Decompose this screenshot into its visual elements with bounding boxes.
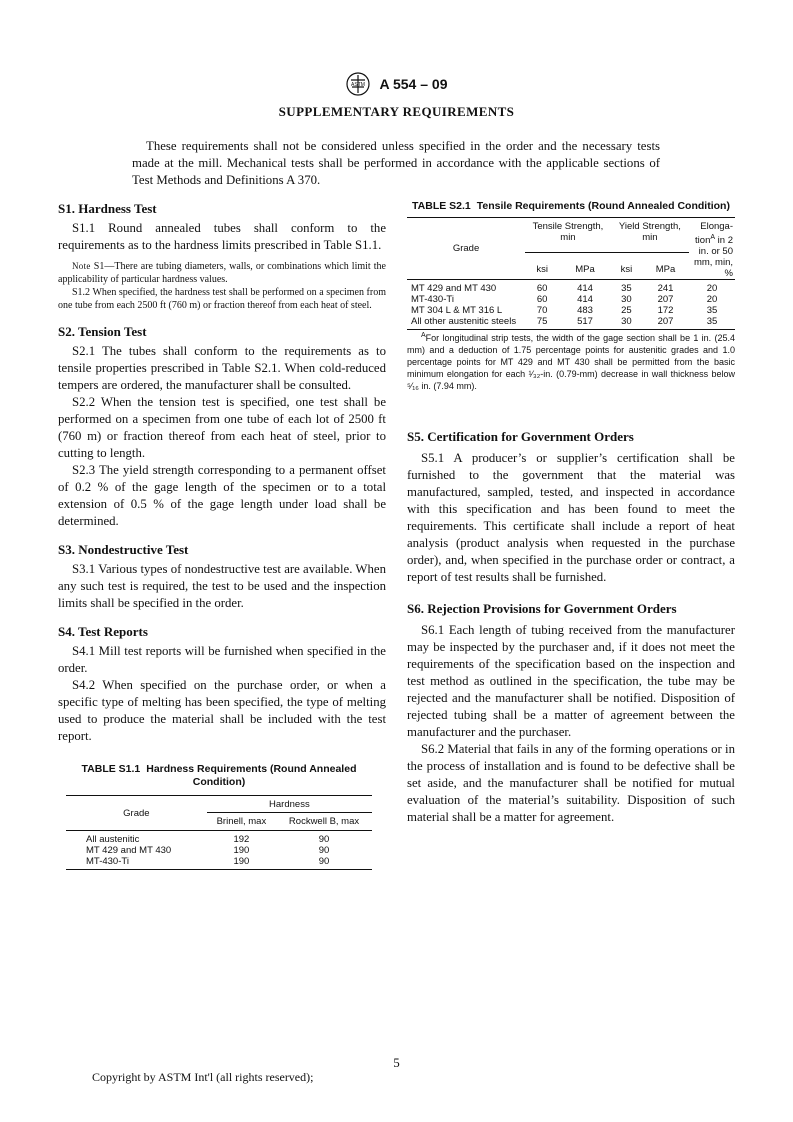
- cell-rockwell: 90: [318, 856, 330, 867]
- table-s1-1: [58, 763, 386, 870]
- cell-grade: All austenitic: [86, 834, 140, 845]
- col-grade-header: Grade: [123, 807, 150, 819]
- table-s2-1: [407, 200, 735, 392]
- cell-brinell: 190: [233, 845, 250, 856]
- s1-2-paragraph: S1.2 When specified, the hardness test shall be performed on a specimen from one tube from each 2500 ft (760 m) or fraction thereof from each heat of steel.: [58, 287, 386, 311]
- note-s1: [58, 260, 386, 286]
- cell-tensile-ksi: 60: [536, 294, 548, 306]
- supplementary-title: SUPPLEMENTARY REQUIREMENTS: [278, 104, 515, 119]
- cell-yield-mpa: 207: [657, 294, 674, 306]
- s1-heading: S1. Hardness Test: [58, 201, 157, 216]
- cell-elongation: 35: [706, 316, 718, 328]
- col-yield-header: Yield Strength, min: [618, 221, 681, 243]
- cell-rockwell: 90: [318, 834, 330, 845]
- cell-grade: MT-430-Ti: [86, 856, 129, 867]
- footnote-label: A: [421, 332, 426, 340]
- unit-mpa-tensile: MPa: [559, 253, 611, 280]
- page-header: [0, 72, 793, 96]
- s6-2-paragraph: S6.2 Material that fails in any of the forming operations or in the process of installation and is found to be defective shall be set aside, and the manufacturer shall be notified for mutual evaluation of the material’s suitability. Disposition of such material shall be a matter for agreement.: [407, 742, 735, 825]
- table-s2-1-caption: [407, 200, 735, 213]
- table-row: [407, 283, 735, 294]
- cell-yield-ksi: 30: [621, 294, 632, 306]
- cell-tensile-ksi: 60: [536, 283, 548, 295]
- s1-1-paragraph: S1.1 Round annealed tubes shall conform to the requirements as to the hardness limits prescribed in Table S1.1.: [58, 221, 386, 252]
- s5-1-paragraph: S5.1 A producer’s or supplier’s certification shall be furnished to the government that the material was manufactured, sampled, tested, and inspected in accordance with this specification and has been found to meet the requirements. This certificate shall include a report of heat analysis (product analysis when requested in the purchase order), and, when specified in the purchase order or contract, a report of test results shall be furnished.: [407, 451, 735, 585]
- col-hardness-group: Hardness: [207, 796, 372, 813]
- table-s2-1-label: TABLE S2.1: [412, 200, 471, 212]
- cell-yield-mpa: 241: [657, 283, 674, 295]
- table-s1-1-title: Hardness Requirements (Round Annealed Condition): [146, 763, 357, 788]
- hardness-table: [66, 795, 372, 870]
- footnote-text: For longitudinal strip tests, the width of the gage section shall be 1 in. (25.4 mm) and a deduction of 1.75 percentage points for austenitic grades and 1.0 percentage points for MT 429 and MT 430 shall be permitted from the basic minimum elongation for each ¹⁄₃₂-in. (0.79-mm) decrease in wall thickness below ⁵⁄₁₆ in. (7.94 mm).: [407, 333, 735, 392]
- table-row: [66, 845, 372, 856]
- col-brinell-header: Brinell, max: [207, 813, 276, 831]
- cell-tensile-ksi: 70: [536, 305, 548, 317]
- col-elongation-main: Elonga- tion: [695, 221, 733, 247]
- page-number: 5: [393, 1055, 400, 1070]
- cell-tensile-mpa: 414: [577, 294, 593, 306]
- cell-yield-ksi: 35: [621, 283, 632, 295]
- unit-ksi-tensile: ksi: [525, 253, 559, 280]
- cell-brinell: 192: [233, 834, 250, 845]
- cell-grade: MT 429 and MT 430: [411, 283, 497, 295]
- table-row: [66, 834, 372, 845]
- cell-elongation: 20: [706, 283, 718, 295]
- s3-heading: S3. Nondestructive Test: [58, 542, 189, 557]
- s6-1-paragraph: S6.1 Each length of tubing received from the manufacturer may be inspected by the purchaser and, if it does not meet the requirements of the specification based on the inspection and test method as outlined in the specification, the tube may be rejected and the manufacturer shall be notified. Disposition of rejected tubing shall be a matter of agreement between the manufacturer and the purchaser.: [407, 623, 735, 740]
- unit-ksi-yield: ksi: [611, 253, 642, 280]
- col-grade-header: Grade: [452, 243, 480, 255]
- cell-grade: MT-430-Ti: [411, 294, 454, 306]
- cell-grade: All other austenitic steels: [411, 316, 517, 328]
- s2-heading: S2. Tension Test: [58, 324, 147, 339]
- tensile-table: [407, 217, 735, 330]
- copyright-notice: Copyright by ASTM Int'l (all rights reserved);: [92, 1070, 314, 1084]
- s5-heading: S5. Certification for Government Orders: [407, 429, 634, 445]
- table-row: [407, 316, 735, 330]
- right-column: [407, 200, 735, 826]
- table-row: [66, 856, 372, 870]
- col-rockwell-header: Rockwell B, max: [276, 813, 372, 831]
- s2-1-paragraph: S2.1 The tubes shall conform to the requirements as to tensile properties prescribed in Table S2.1. When cold-reduced tempers are ordered, the manufacturer shall be consulted.: [58, 344, 386, 392]
- cell-rockwell: 90: [318, 845, 330, 856]
- cell-brinell: 190: [233, 856, 250, 867]
- note-text: S1—There are tubing diameters, walls, or combinations which limit the applicability of particular hardness values.: [58, 261, 386, 285]
- cell-tensile-mpa: 517: [577, 316, 593, 328]
- astm-logo-icon: [346, 72, 370, 96]
- s4-1-paragraph: S4.1 Mill test reports will be furnished when specified in the order.: [58, 644, 386, 675]
- footnote-mark-a: A: [710, 234, 716, 241]
- cell-grade: MT 429 and MT 430: [86, 845, 172, 856]
- note-label: Note: [72, 261, 91, 271]
- s6-heading: S6. Rejection Provisions for Government Orders: [407, 601, 677, 617]
- cell-tensile-mpa: 414: [577, 283, 593, 295]
- table-s2-1-title: Tensile Requirements (Round Annealed Condition): [476, 200, 730, 212]
- table-row: [407, 294, 735, 305]
- col-elongation-rest: in 2 in. or 50 mm, min, %: [693, 235, 733, 280]
- cell-yield-mpa: 172: [657, 305, 674, 317]
- cell-yield-mpa: 207: [657, 316, 674, 328]
- s4-2-paragraph: S4.2 When specified on the purchase order, or when a specific type of melting has been specified, the type of melting used to produce the material shall be included with the test report.: [58, 678, 386, 743]
- s2-3-paragraph: S2.3 The yield strength corresponding to a permanent offset of 0.2 % of the gage length of the specimen or to a total extension of 0.5 % of the gage length under load shall be determined.: [58, 463, 386, 528]
- table-s1-1-caption: [66, 763, 372, 789]
- table-s1-1-label: TABLE S1.1: [81, 763, 141, 775]
- cell-tensile-mpa: 483: [577, 305, 593, 317]
- unit-mpa-yield: MPa: [642, 253, 689, 280]
- table-row: [407, 305, 735, 316]
- s2-2-paragraph: S2.2 When the tension test is specified, one test shall be performed on a specimen from one tube of each lot of 2500 ft (760 m) or fraction thereof from each heat of steel, prior to cutting to length.: [58, 395, 386, 460]
- cell-yield-ksi: 30: [621, 316, 632, 328]
- left-column: [58, 200, 386, 870]
- svg-text:ASTM: ASTM: [350, 82, 365, 88]
- cell-elongation: 35: [706, 305, 718, 317]
- cell-grade: MT 304 L & MT 316 L: [411, 305, 503, 317]
- cell-elongation: 20: [706, 294, 718, 306]
- table-s2-1-footnote: [407, 330, 735, 392]
- s4-heading: S4. Test Reports: [58, 624, 148, 639]
- cell-yield-ksi: 25: [621, 305, 632, 317]
- col-elongation-header: [689, 218, 735, 280]
- cell-tensile-ksi: 75: [536, 316, 548, 328]
- col-tensile-header: Tensile Strength, min: [532, 221, 604, 243]
- s3-1-paragraph: S3.1 Various types of nondestructive test are available. When any such test is required, the test to be used and the inspection limits shall be specified in the order.: [58, 562, 386, 610]
- document-designation: A 554 – 09: [379, 76, 448, 92]
- intro-paragraph: These requirements shall not be considered unless specified in the order and the necessary tests made at the mill. Mechanical tests shall be performed in accordance with the applicable sections of Test Methods and Definitions A 370.: [132, 139, 660, 187]
